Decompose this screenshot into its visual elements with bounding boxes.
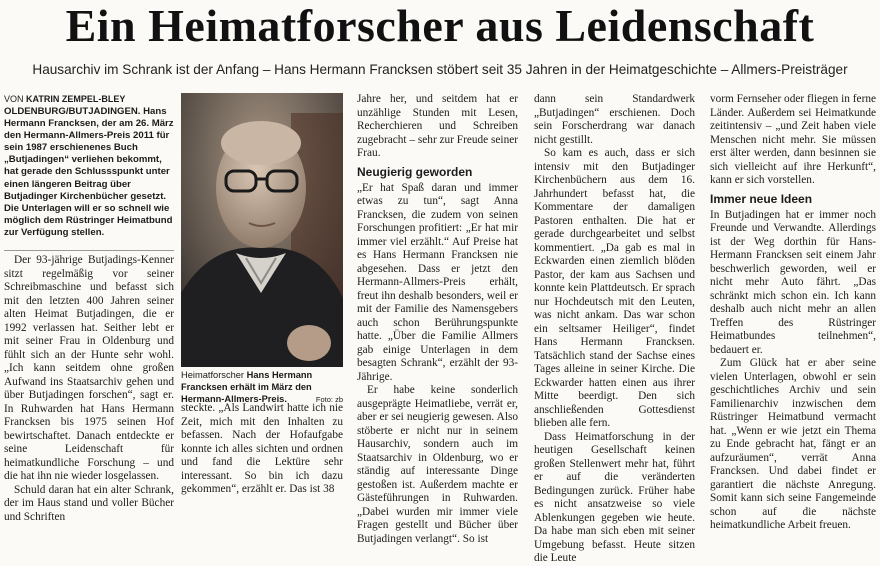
paragraph: Dass Heimatforschung in der heutigen Gesellschaft keinen großen Stellenwert mehr hat, führt er auf die veränderten Bedingungen zurück. Früher habe es nicht ansatzweise so viele Ablenkungen gegeben wie heute. Da habe man sich eben mit seiner Umgebung befasst. Heute sitzen die Leute	[534, 430, 695, 564]
article-subheadline: Hausarchiv im Schrank ist der Anfang – Hans Hermann Francksen stöbert seit 35 Jahren in der Heimatgeschichte – Allmers-Preisträger	[32, 62, 848, 77]
paragraph: „Er hat Spaß daran und immer etwas zu tun“, sagt Anna Francksen, die zudem von seinen Forschungen profitiert: „Er hat mir immer viel erzählt.“ Auf Preise hat es Hans Hermann Francksen nie abgesehen. Dass er jetzt den Hermann-Allmers-Preis erhält, freut ihn deshalb besonders, weil er mit der Familie des Namensgebers auch schon Berührungspunkte hatte. „Über die Familie Allmers gab einige Unterlagen in dem besagten Schrank“, erzählt der 93-Jährige.	[357, 181, 518, 383]
paragraph: Er habe keine sonderlich ausgeprägte Heimatliebe, verrät er, aber er sei neugierig gewesen. Also stöberte er nicht nur in seinem Hausarchiv, sondern auch im Staatsarchiv in Oldenburg, wo er ständig auf interessante Dinge gestoßen ist. Außerdem machte er Gästeführungen in Ruhwarden. „Dabei wurden mir immer viele Fragen gestellt und Bücher über Butjadingen verlangt“. So ist	[357, 384, 518, 545]
portrait-illustration	[181, 93, 343, 367]
caption-text: erhält im März den Hermann-Allmers-Preis.	[181, 381, 312, 404]
column-2	[181, 402, 343, 497]
lead-divider	[4, 250, 174, 251]
portrait-photo	[181, 93, 343, 367]
photo-caption	[181, 370, 343, 405]
photo-credit: Foto: zb	[315, 394, 343, 404]
paragraph: In Butjadingen hat er immer noch Freunde und Verwandte. Allerdings ist der Weg dorthin für Hans-Hermann Francksen seit einem Jahr beschwerlich geworden, weil er nicht mehr Auto fährt. „Das schränkt mich schon ein. Ich kann deshalb auch nicht mehr an allen Treffen des Rüstringer Heimatbundes teilnehmen“, bedauert er.	[710, 208, 876, 356]
column-1-body	[4, 254, 174, 524]
byline-prefix: VON	[4, 94, 24, 104]
byline-author: KATRIN ZEMPEL-BLEY	[26, 94, 126, 104]
paragraph: So kam es auch, dass er sich intensiv mit den Butjadinger Kirchenbüchern aus dem 16. Jahrhundert befasst hat, die Kommentare der damaligen Pastoren enthalten. Die hat er gerade durchgearbeitet und selbst kommentiert. „Da gab es mal in Eckwarden einen ziemlich blöden Pastor, der kam aus Sachsen und konnte kein Plattdeutsch. Er sprach nur Hochdeutsch mit den Leuten, was nicht ankam. Das war schon ein seltsamer Heiliger“, findet Hans Hermann Francksen. Tatsächlich stand der Sachse eines Tages alleine in seiner Kirche. Die Eckwarder hatten einen aus ihrer Mitte beerdigt. Den sich anschließenden Gottesdienst blieben alle fern.	[534, 147, 695, 429]
lead-place: OLDENBURG/BUTJADINGEN.	[4, 106, 141, 117]
article-headline: Ein Heimatforscher aus Leidenschaft	[65, 0, 815, 51]
byline	[4, 93, 174, 105]
paragraph: Der 93-jährige Butjadings-Kenner sitzt regelmäßig vor seiner Schreibmaschine und befasst sich mit den letzten 400 Jahren seiner alten Heimat Butjadingen, die er 1992 verlassen hat. Seither lebt er mit seiner Frau in Oldenburg und fühlt sich an der Hunte sehr wohl. „Ich kann seitdem ohne großen Aufwand ins Staatsarchiv gehen und über Butjadingen forschen“, sagt er. In Ruhwarden hat Hans Hermann Francksen bis 1975 seinen Hof bewirtschaftet. Danach entdeckte er seine Leidenschaft für heimatkundliche Forschung – und die hat ihn nie wieder losgelassen.	[4, 254, 174, 482]
paragraph: Zum Glück hat er aber seine vielen Unterlagen, obwohl er sein geschichtliches Archiv und sein Familienarchiv inzwischen dem Rüstringer Heimatbund vermacht hat. „Wenn er wie jetzt ein Thema zu Ende gebracht hat, fängt er an aufzuräumen“, verrät Anna Francksen. Und dabei findet er garantiert die nächste Anregung. Somit kann sich seine Fangemeinde schon auf die nächste heimatkundliche Arbeit freuen.	[710, 357, 876, 531]
article-lead	[4, 106, 174, 239]
caption-name: Hans Hermann Francksen	[181, 370, 313, 392]
lead-text: Hans Hermann Francksen, der am 26. März den Hermann-Allmers-Preis 2011 für sein 1987 erschienenes Buch „Butjadingen“ verliehen bekommt, hat gerade den Schlussspunkt unter einen längeren Beitrag über Butjadinger Kirchenbücher gesetzt. Die Unterlagen will er so schnell wie möglich dem Rüstringer Heimatbund zur Verfügung stellen.	[4, 106, 174, 238]
paragraph: steckte. „Als Landwirt hatte ich nie Zeit, mich mit den Inhalten zu befassen. Nach der Hofaufgabe konnte ich alles sichten und ordnen und fand die Lektüre sehr interessant. So bin ich dazu gekommen“, erzählt er. Das ist 38	[181, 402, 343, 495]
paragraph: Schuld daran hat ein alter Schrank, der im Haus stand und voller Bücher und Schriften	[4, 483, 174, 523]
caption-prefix: Heimatforscher	[181, 370, 245, 380]
subheading: Immer neue Ideen	[710, 191, 813, 206]
column-5	[710, 93, 876, 533]
column-1	[4, 93, 174, 239]
paragraph: vorm Fernseher oder fliegen in ferne Länder. Außerdem sei Heimatkunde zeitintensiv – „und Zeit haben viele Menschen nicht mehr. Sie müssen erst älter werden, dann besinnen sie sich vielleicht auf ihre Herkunft“, kann er sich vorstellen.	[710, 93, 876, 186]
column-4	[534, 93, 695, 566]
paragraph: Jahre her, und seitdem hat er unzählige Stunden mit Lesen, Recherchieren und Schreiben zugebracht – sehr zur Freude seiner Frau.	[357, 93, 518, 159]
column-3	[357, 93, 518, 546]
subheading: Neugierig geworden	[357, 164, 473, 179]
paragraph: dann sein Standardwerk „Butjadingen“ erschienen. Doch sein Forscherdrang war danach nicht gestillt.	[534, 93, 695, 146]
